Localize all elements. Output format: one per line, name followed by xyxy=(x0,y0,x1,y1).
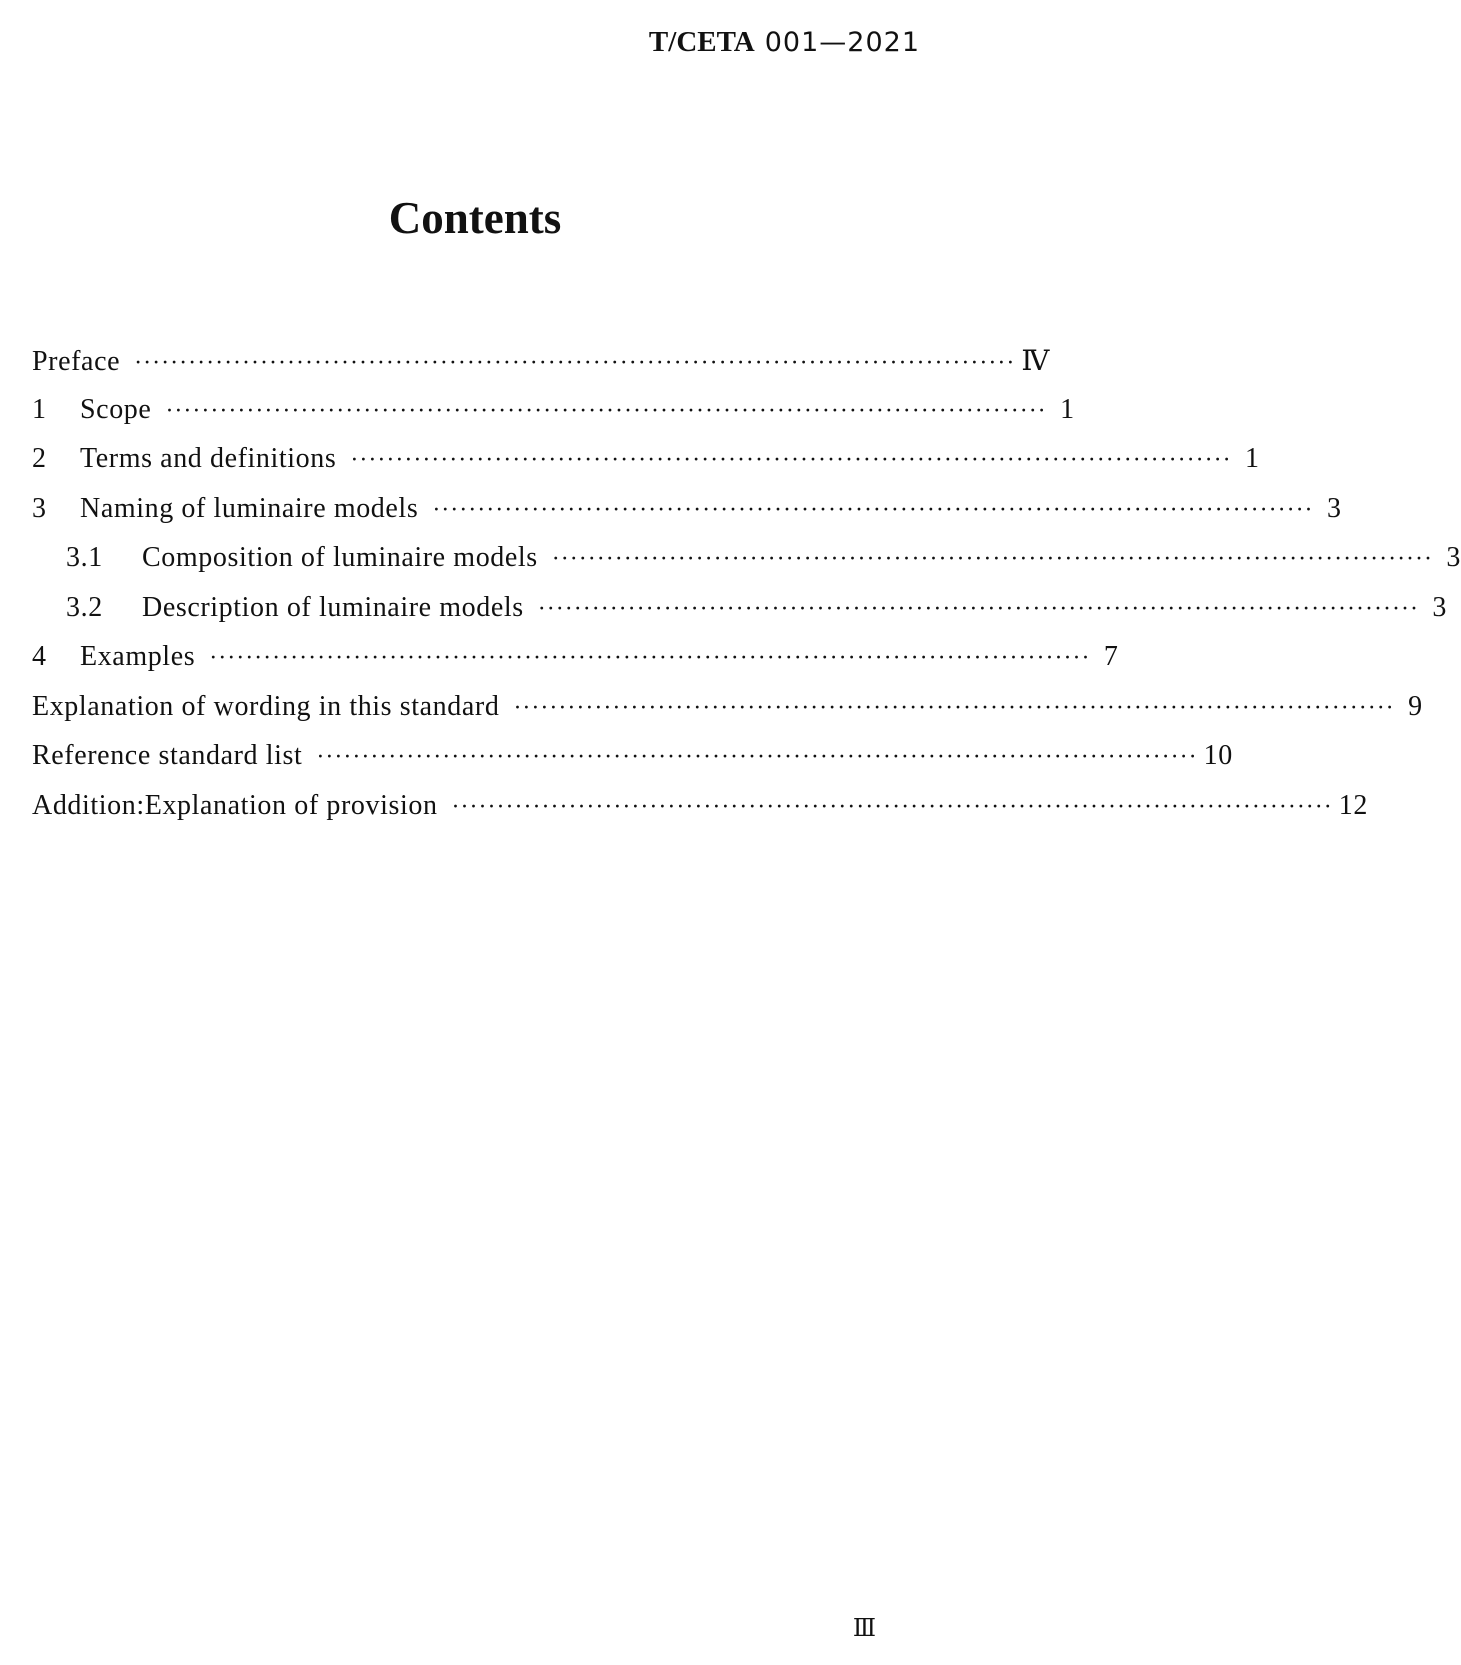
toc-entry-explanation-of-wording[interactable] xyxy=(32,690,1423,741)
toc-entry-label: Terms and definitions xyxy=(80,443,337,474)
toc-entry-page: 3 xyxy=(1432,591,1447,623)
standard-code xyxy=(649,26,920,59)
toc-dot-leader: ·································································································· xyxy=(165,397,1047,424)
toc-entry-addition-explanation-of-provision[interactable] xyxy=(32,789,1368,840)
toc-entry-label: Addition:Explanation of provision xyxy=(32,789,438,821)
toc-entry-number: 3.1 xyxy=(66,542,103,573)
toc-entry-page: 10 xyxy=(1203,740,1233,771)
toc-entry-page: 1 xyxy=(1060,393,1075,425)
toc-entry-description-of-luminaire-models[interactable] xyxy=(32,591,1447,642)
toc-dot-leader: ·································································································· xyxy=(551,546,1434,572)
toc-dot-leader: ·································································································· xyxy=(537,595,1419,622)
toc-entry-label: Examples xyxy=(80,641,196,672)
page-number: Ⅲ xyxy=(852,1616,876,1642)
toc-entry-scope[interactable] xyxy=(32,393,1075,444)
page-title: Contents xyxy=(388,193,562,243)
toc-entry-number: 2 xyxy=(32,443,47,474)
toc-entry-examples[interactable] xyxy=(32,641,1119,691)
toc-entry-number: 1 xyxy=(32,393,47,425)
toc-entry-page: 7 xyxy=(1103,641,1119,672)
toc-dot-leader: ·································································································· xyxy=(451,793,1333,820)
toc-entry-page: 3 xyxy=(1326,492,1342,524)
standard-code-number: 001—2021 xyxy=(764,27,920,58)
toc-dot-leader: ·································································································· xyxy=(350,447,1232,473)
toc-entry-label: Explanation of wording in this standard xyxy=(32,690,500,722)
toc-entry-label: Scope xyxy=(80,393,152,425)
toc-entry-page: Ⅳ xyxy=(1021,346,1050,377)
toc-dot-leader: ·································································································· xyxy=(209,645,1091,671)
toc-entry-label: Description of luminaire models xyxy=(142,591,524,623)
toc-entry-page: 12 xyxy=(1338,789,1368,821)
toc-entry-number: 3 xyxy=(32,492,47,524)
toc-dot-leader: ·································································································· xyxy=(432,496,1314,523)
toc-dot-leader: ·································································································· xyxy=(513,694,1395,721)
toc-entry-naming-of-luminaire-models[interactable] xyxy=(32,492,1342,543)
toc-entry-label: Reference standard list xyxy=(32,740,303,771)
standard-code-prefix: T/CETA xyxy=(648,26,755,58)
toc-entry-preface[interactable] xyxy=(32,344,1050,394)
toc-entry-number: 4 xyxy=(32,641,47,672)
toc-dot-leader: ·································································································· xyxy=(316,744,1198,770)
toc-entry-label: Composition of luminaire models xyxy=(142,542,538,573)
toc-entry-terms-and-definitions[interactable] xyxy=(32,443,1260,493)
toc-entry-label: Preface xyxy=(32,346,121,377)
toc-entry-label: Naming of luminaire models xyxy=(80,492,419,524)
toc-entry-reference-standard-list[interactable] xyxy=(32,740,1233,790)
toc-entry-number: 3.2 xyxy=(66,591,103,623)
toc-entry-composition-of-luminaire-models[interactable] xyxy=(32,542,1461,592)
toc-entry-page: 9 xyxy=(1408,690,1423,722)
table-of-contents xyxy=(32,344,1461,839)
toc-entry-page: 3 xyxy=(1446,542,1461,573)
toc-dot-leader: ·································································································· xyxy=(134,350,1016,376)
toc-entry-page: 1 xyxy=(1245,443,1260,474)
